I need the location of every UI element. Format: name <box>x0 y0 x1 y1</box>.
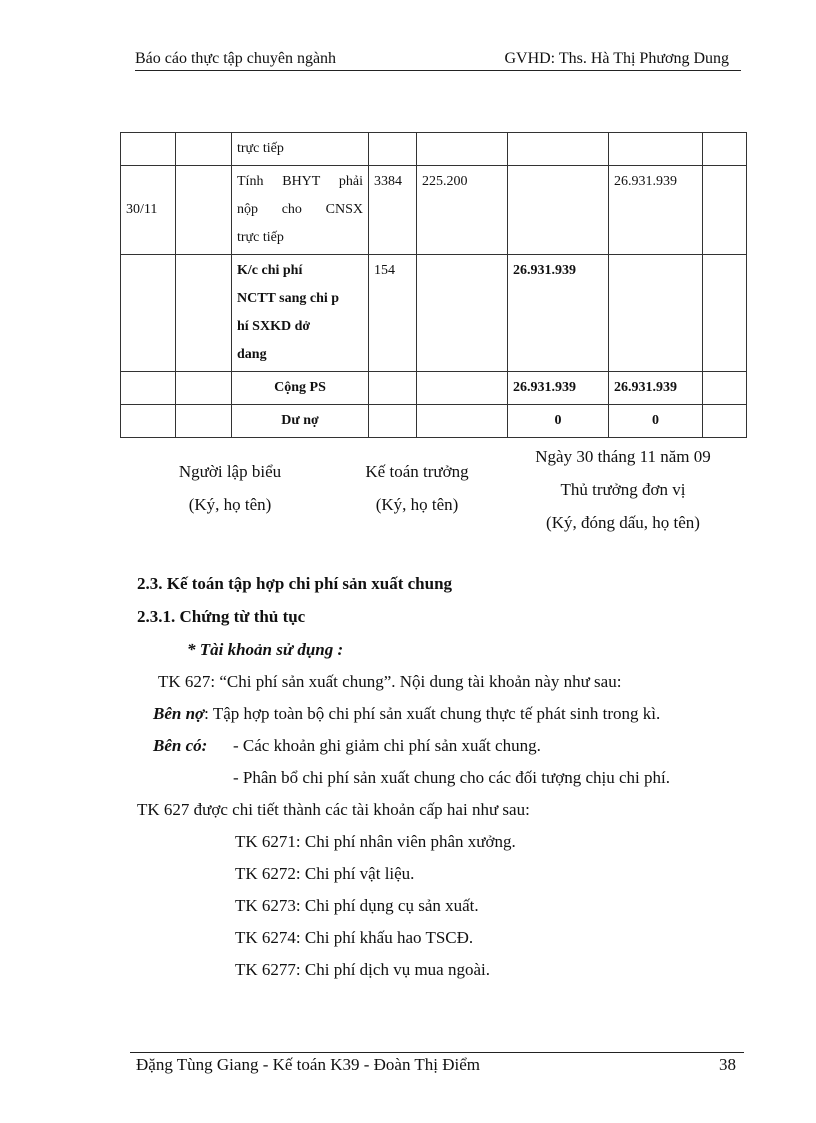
desc-line: K/c chi phí <box>237 263 303 278</box>
cell-empty <box>703 255 747 372</box>
cell-account <box>369 405 417 438</box>
cell-description: trực tiếp <box>232 133 369 166</box>
table-row <box>121 166 747 255</box>
cell-description <box>232 255 369 372</box>
cell-credit: 26.931.939 <box>609 372 703 405</box>
cell-debit <box>508 166 609 255</box>
cell-debit: 0 <box>508 405 609 438</box>
signature-title: Người lập biểu <box>178 462 282 481</box>
signature-title: Kế toán trưởng <box>365 462 469 481</box>
cell-credit: 26.931.939 <box>609 166 703 255</box>
sub-accounts-intro: TK 627 được chi tiết thành các tài khoản cấp hai như sau: <box>137 800 530 819</box>
credit-item: - Phân bổ chi phí sản xuất chung cho các đối tượng chịu chi phí. <box>233 768 670 787</box>
desc-line: nộp cho CNSX <box>237 202 363 217</box>
credit-item: - Các khoản ghi giảm chi phí sản xuất chung. <box>233 736 541 755</box>
cell-account: 154 <box>369 255 417 372</box>
cell-account: 3384 <box>369 166 417 255</box>
header-supervisor: GVHD: Ths. Hà Thị Phương Dung <box>504 50 729 67</box>
page-header <box>135 48 741 71</box>
cell-date <box>121 405 176 438</box>
section-heading: 2.3. Kế toán tập hợp chi phí sản xuất chung <box>137 574 453 593</box>
signature-note: (Ký, họ tên) <box>375 495 459 514</box>
ledger-table <box>120 132 747 438</box>
subsection-heading: 2.3.1. Chứng từ thủ tục <box>137 607 306 626</box>
sub-account-item: TK 6272: Chi phí vật liệu. <box>235 864 415 883</box>
cell-empty <box>176 405 232 438</box>
cell-amount <box>417 405 508 438</box>
table-row <box>121 133 747 166</box>
desc-line: dang <box>237 347 267 362</box>
desc-line: trực tiếp <box>237 230 284 245</box>
cell-empty <box>176 255 232 372</box>
table-row <box>121 372 747 405</box>
signature-note: (Ký, họ tên) <box>188 495 272 514</box>
desc-line: NCTT sang chi p <box>237 291 340 306</box>
cell-empty <box>176 372 232 405</box>
signature-title: Thủ trưởng đơn vị <box>560 480 686 499</box>
signature-date: Ngày 30 tháng 11 năm 09 <box>535 447 711 466</box>
sub-account-item: TK 6273: Chi phí dụng cụ sản xuất. <box>235 896 479 915</box>
cell-date <box>121 133 176 166</box>
cell-balance-label: Dư nợ <box>232 405 369 438</box>
cell-credit <box>609 255 703 372</box>
sub-account-item: TK 6274: Chi phí khấu hao TSCĐ. <box>235 928 474 947</box>
cell-amount <box>417 372 508 405</box>
header-report-title: Báo cáo thực tập chuyên ngành <box>135 50 337 67</box>
desc-line: Tính BHYT phải <box>237 174 363 189</box>
debit-paragraph <box>153 698 660 730</box>
desc-line: hí SXKD dở <box>237 319 311 334</box>
signature-head <box>508 440 738 539</box>
cell-date <box>121 255 176 372</box>
accounts-used-label: * Tài khoản sử dụng : <box>187 640 344 659</box>
cell-empty <box>176 166 232 255</box>
cell-credit: 0 <box>609 405 703 438</box>
cell-credit <box>609 133 703 166</box>
page-footer <box>130 1052 744 1074</box>
cell-account <box>369 133 417 166</box>
cell-empty <box>703 372 747 405</box>
cell-total-label: Cộng PS <box>232 372 369 405</box>
cell-amount <box>417 133 508 166</box>
cell-date: 30/11 <box>121 166 176 255</box>
cell-empty <box>703 133 747 166</box>
tk627-intro: TK 627: “Chi phí sản xuất chung”. Nội dung tài khoản này như sau: <box>158 672 622 691</box>
cell-account <box>369 372 417 405</box>
footer-author: Đặng Tùng Giang - Kế toán K39 - Đoàn Thị Điểm <box>136 1055 481 1074</box>
cell-empty <box>703 405 747 438</box>
cell-empty <box>703 166 747 255</box>
cell-debit: 26.931.939 <box>508 372 609 405</box>
table-row <box>121 255 747 372</box>
page-number: 38 <box>719 1055 736 1074</box>
signature-note: (Ký, đóng dấu, họ tên) <box>546 513 700 532</box>
cell-amount: 225.200 <box>417 166 508 255</box>
sub-account-item: TK 6271: Chi phí nhân viên phân xưởng. <box>235 832 516 851</box>
cell-date <box>121 372 176 405</box>
cell-amount <box>417 255 508 372</box>
cell-empty <box>176 133 232 166</box>
debit-label: Bên nợ <box>153 704 205 723</box>
cell-debit <box>508 133 609 166</box>
table-row <box>121 405 747 438</box>
cell-description <box>232 166 369 255</box>
cell-debit: 26.931.939 <box>508 255 609 372</box>
debit-text: : Tập hợp toàn bộ chi phí sản xuất chung thực tế phát sinh trong kì. <box>204 704 661 723</box>
credit-label: Bên có: <box>153 736 208 755</box>
sub-account-item: TK 6277: Chi phí dịch vụ mua ngoài. <box>235 960 490 979</box>
signature-accountant <box>337 455 497 521</box>
signature-preparer <box>150 455 310 521</box>
